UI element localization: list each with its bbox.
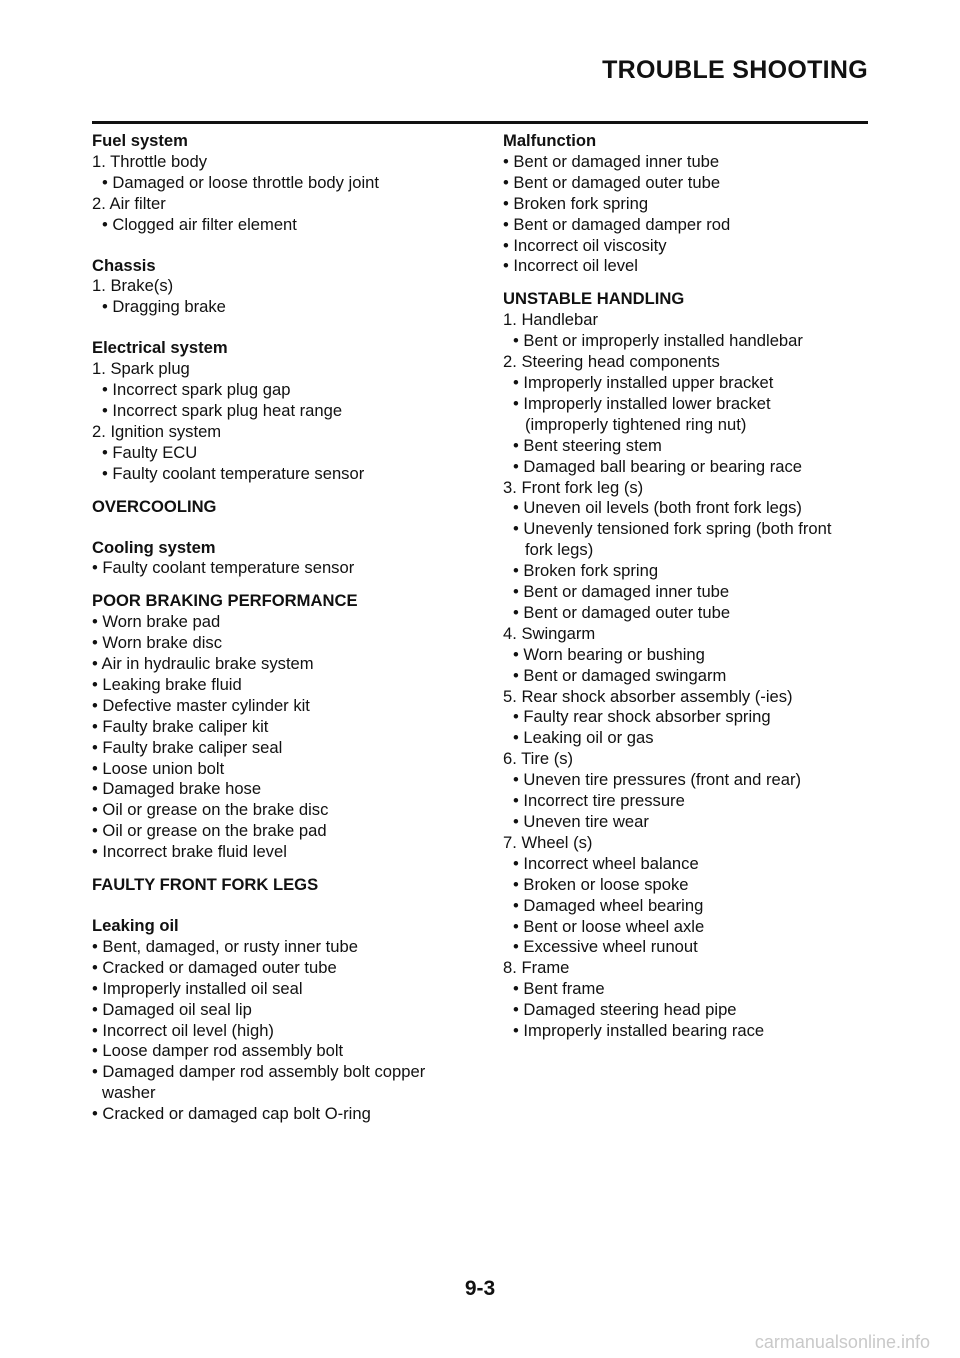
list-item: • Broken fork spring (503, 193, 649, 213)
list-item: • Faulty ECU (102, 442, 198, 462)
list-item: 3. Front fork leg (s) (503, 477, 644, 497)
list-item: • Faulty brake caliper kit (92, 716, 269, 736)
list-item: • Damaged damper rod assembly bolt copper (92, 1062, 426, 1082)
left-column (92, 131, 472, 1137)
list-item: • Damaged steering head pipe (513, 1000, 737, 1020)
section-unstable-handling (503, 289, 873, 1042)
list-item: • Bent or loose wheel axle (513, 916, 705, 936)
list-item: 2. Ignition system (92, 421, 222, 441)
list-item: 1. Throttle body (92, 151, 207, 171)
list-item: • Broken or loose spoke (513, 874, 689, 894)
section-overcooling (92, 497, 472, 518)
list-item: • Bent, damaged, or rusty inner tube (92, 936, 358, 956)
section-title: Leaking oil (92, 916, 179, 935)
list-item: • Leaking oil or gas (513, 728, 654, 748)
list-item: • Damaged oil seal lip (92, 999, 252, 1019)
list-item: 2. Air filter (92, 193, 166, 213)
watermark: carmanualsonline.info (754, 1332, 930, 1352)
list-item: • Loose union bolt (92, 758, 225, 778)
section-leaking-oil (92, 916, 472, 1125)
list-item: • Leaking brake fluid (92, 674, 242, 694)
list-item: • Damaged ball bearing or bearing race (513, 456, 802, 476)
list-item: 4. Swingarm (503, 623, 596, 643)
list-item: • Uneven tire pressures (front and rear) (513, 770, 802, 790)
list-item: • Faulty rear shock absorber spring (513, 707, 771, 727)
section-heading: OVERCOOLING (92, 496, 217, 516)
list-item: 5. Rear shock absorber assembly (-ies) (503, 686, 793, 706)
list-item: • Incorrect oil viscosity (503, 235, 667, 255)
list-item: • Uneven oil levels (both front fork legs) (513, 498, 802, 518)
list-item: • Faulty coolant temperature sensor (92, 558, 355, 578)
list-item-continuation: washer (102, 1083, 156, 1103)
list-item: • Uneven tire wear (513, 812, 649, 831)
list-item: • Improperly installed upper bracket (513, 372, 774, 392)
section-title: Malfunction (503, 131, 597, 150)
list-item: • Damaged wheel bearing (513, 895, 704, 915)
list-item: • Faulty brake caliper seal (92, 737, 283, 757)
right-column (503, 131, 873, 1054)
list-item: • Bent or damaged swingarm (513, 665, 727, 685)
list-item: • Damaged or loose throttle body joint (102, 172, 379, 192)
list-item: • Cracked or damaged outer tube (92, 957, 337, 977)
section-faulty-front-fork (92, 875, 472, 896)
list-item: • Worn brake pad (92, 612, 221, 632)
list-item: • Unevenly tensioned fork spring (both front (513, 519, 832, 539)
list-item: • Improperly installed bearing race (513, 1021, 765, 1041)
list-item-continuation: (improperly tightened ring nut) (525, 414, 747, 434)
list-item: • Improperly installed oil seal (92, 978, 303, 998)
list-item: • Bent or damaged outer tube (503, 172, 721, 192)
list-item: • Defective master cylinder kit (92, 695, 310, 715)
list-item: • Incorrect wheel balance (513, 853, 699, 873)
list-item: • Faulty coolant temperature sensor (102, 463, 365, 483)
list-item: • Incorrect spark plug heat range (102, 400, 343, 420)
list-item: 1. Spark plug (92, 359, 190, 379)
section-electrical-system (92, 338, 472, 484)
list-item: • Bent frame (513, 979, 605, 999)
section-chassis (92, 256, 472, 319)
list-item: 6. Tire (s) (503, 749, 574, 769)
list-item: • Bent or damaged outer tube (513, 602, 731, 622)
list-item: 7. Wheel (s) (503, 832, 593, 852)
list-item: • Incorrect brake fluid level (92, 842, 287, 862)
list-item: • Dragging brake (102, 297, 226, 317)
section-heading: POOR BRAKING PERFORMANCE (92, 591, 358, 611)
section-title: Fuel system (92, 131, 188, 150)
page-number: 9-3 (464, 1277, 496, 1300)
page-title: TROUBLE SHOOTING (602, 56, 868, 84)
list-item: • Bent steering stem (513, 435, 662, 455)
list-item: • Excessive wheel runout (513, 937, 698, 957)
section-malfunction (503, 131, 873, 277)
list-item: 1. Brake(s) (92, 276, 174, 296)
list-item: 2. Steering head components (503, 352, 720, 372)
list-item: 8. Frame (503, 958, 570, 978)
section-title: Cooling system (92, 537, 216, 557)
list-item: • Cracked or damaged cap bolt O-ring (92, 1104, 371, 1124)
list-item: • Worn brake disc (92, 633, 223, 653)
list-item: • Bent or damaged damper rod (503, 214, 731, 234)
list-item: • Incorrect tire pressure (513, 791, 685, 811)
list-item: 1. Handlebar (503, 310, 599, 330)
list-item: • Worn bearing or bushing (513, 644, 705, 664)
section-poor-braking (92, 591, 472, 863)
list-item: • Loose damper rod assembly bolt (92, 1041, 344, 1061)
list-item: • Bent or damaged inner tube (513, 582, 730, 602)
section-heading: UNSTABLE HANDLING (503, 289, 685, 309)
list-item: • Air in hydraulic brake system (92, 654, 314, 674)
list-item: • Broken fork spring (513, 561, 659, 581)
list-item: • Damaged brake hose (92, 779, 262, 799)
list-item: • Bent or improperly installed handlebar (513, 331, 803, 351)
section-heading: FAULTY FRONT FORK LEGS (92, 875, 319, 895)
list-item: • Incorrect spark plug gap (102, 380, 291, 400)
list-item: • Clogged air filter element (102, 214, 297, 234)
list-item: • Oil or grease on the brake disc (92, 800, 329, 820)
list-item: • Incorrect oil level (high) (92, 1020, 274, 1040)
list-item: • Oil or grease on the brake pad (92, 821, 327, 841)
section-title: Chassis (92, 255, 156, 275)
header-rule (92, 121, 868, 124)
section-fuel-system (92, 131, 472, 236)
list-item-continuation: fork legs) (525, 540, 594, 560)
section-cooling-system (92, 538, 472, 580)
section-title: Electrical system (92, 338, 228, 358)
list-item: • Improperly installed lower bracket (513, 393, 771, 413)
list-item: • Bent or damaged inner tube (503, 151, 720, 171)
list-item: • Incorrect oil level (503, 256, 638, 276)
